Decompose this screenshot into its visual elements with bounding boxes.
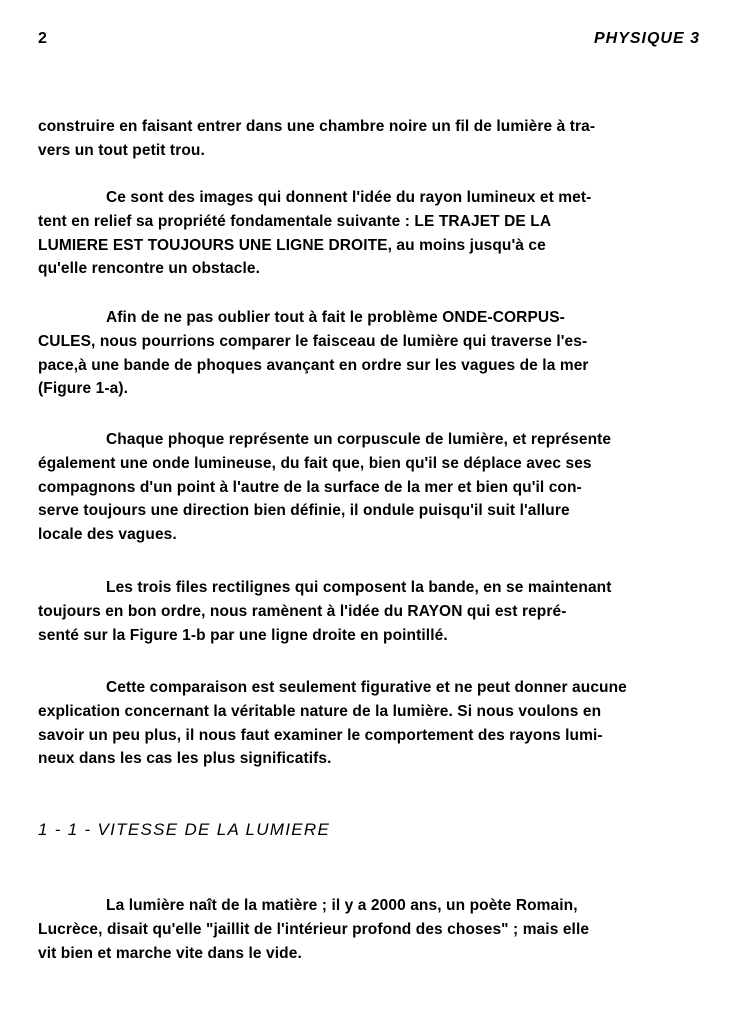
text-line: explication concernant la véritable nature de la lumière. Si nous voulons en — [38, 702, 602, 720]
running-title: PHYSIQUE 3 — [593, 30, 700, 47]
text-line: savoir un peu plus, il nous faut examiner le comportement des rayons lumi- — [38, 726, 603, 744]
text-line: compagnons d'un point à l'autre de la surface de la mer et bien qu'il con- — [38, 478, 582, 496]
paragraph — [38, 186, 710, 281]
text-line: toujours en bon ordre, nous ramènent à l'idée du RAYON qui est repré- — [38, 602, 567, 620]
text-line: senté sur la Figure 1-b par une ligne droite en pointillé. — [38, 626, 448, 644]
text-line: Cette comparaison est seulement figurative et ne peut donner aucune — [106, 679, 627, 696]
text-line: construire en faisant entrer dans une chambre noire un fil de lumière à tra- — [38, 118, 596, 135]
text-line: vit bien et marche vite dans le vide. — [38, 944, 302, 962]
text-line: Chaque phoque représente un corpuscule de lumière, et représente — [106, 431, 612, 448]
text-line: LUMIERE EST TOUJOURS UNE LIGNE DROITE, au moins jusqu'à ce — [38, 236, 546, 254]
text-line: Afin de ne pas oublier tout à fait le problème ONDE-CORPUS- — [106, 309, 565, 326]
paragraph — [38, 894, 710, 965]
text-line: serve toujours une direction bien définie, il ondule puisqu'il suit l'allure — [38, 502, 570, 520]
paragraph — [38, 306, 710, 401]
text-line: Ce sont des images qui donnent l'idée du rayon lumineux et met- — [106, 189, 592, 206]
text-line: neux dans les cas les plus significatifs. — [38, 750, 332, 768]
paragraph — [38, 676, 710, 771]
text-line: (Figure 1-a). — [38, 380, 129, 398]
section-heading: 1 - 1 - VITESSE DE LA LUMIERE — [38, 820, 331, 839]
text-line: qu'elle rencontre un obstacle. — [38, 260, 261, 278]
page-number: 2 — [38, 30, 47, 47]
text-line: pace,à une bande de phoques avançant en ordre sur les vagues de la mer — [38, 356, 589, 374]
text-line: vers un tout petit trou. — [38, 141, 205, 159]
text-line: Lucrèce, disait qu'elle "jaillit de l'intérieur profond des choses" ; mais elle — [38, 920, 590, 938]
text-line: CULES, nous pourrions comparer le faisceau de lumière qui traverse l'es- — [38, 332, 588, 350]
text-line: locale des vagues. — [38, 526, 177, 544]
text-line: La lumière naît de la matière ; il y a 2000 ans, un poète Romain, — [106, 897, 578, 914]
text-line: tent en relief sa propriété fondamentale suivante : LE TRAJET DE LA — [38, 212, 552, 230]
text-line: également une onde lumineuse, du fait que, bien qu'il se déplace avec ses — [38, 454, 592, 472]
paragraph — [38, 576, 710, 647]
text-line: Les trois files rectilignes qui composent la bande, en se maintenant — [106, 579, 612, 596]
paragraph — [38, 115, 710, 163]
paragraph — [38, 428, 710, 547]
